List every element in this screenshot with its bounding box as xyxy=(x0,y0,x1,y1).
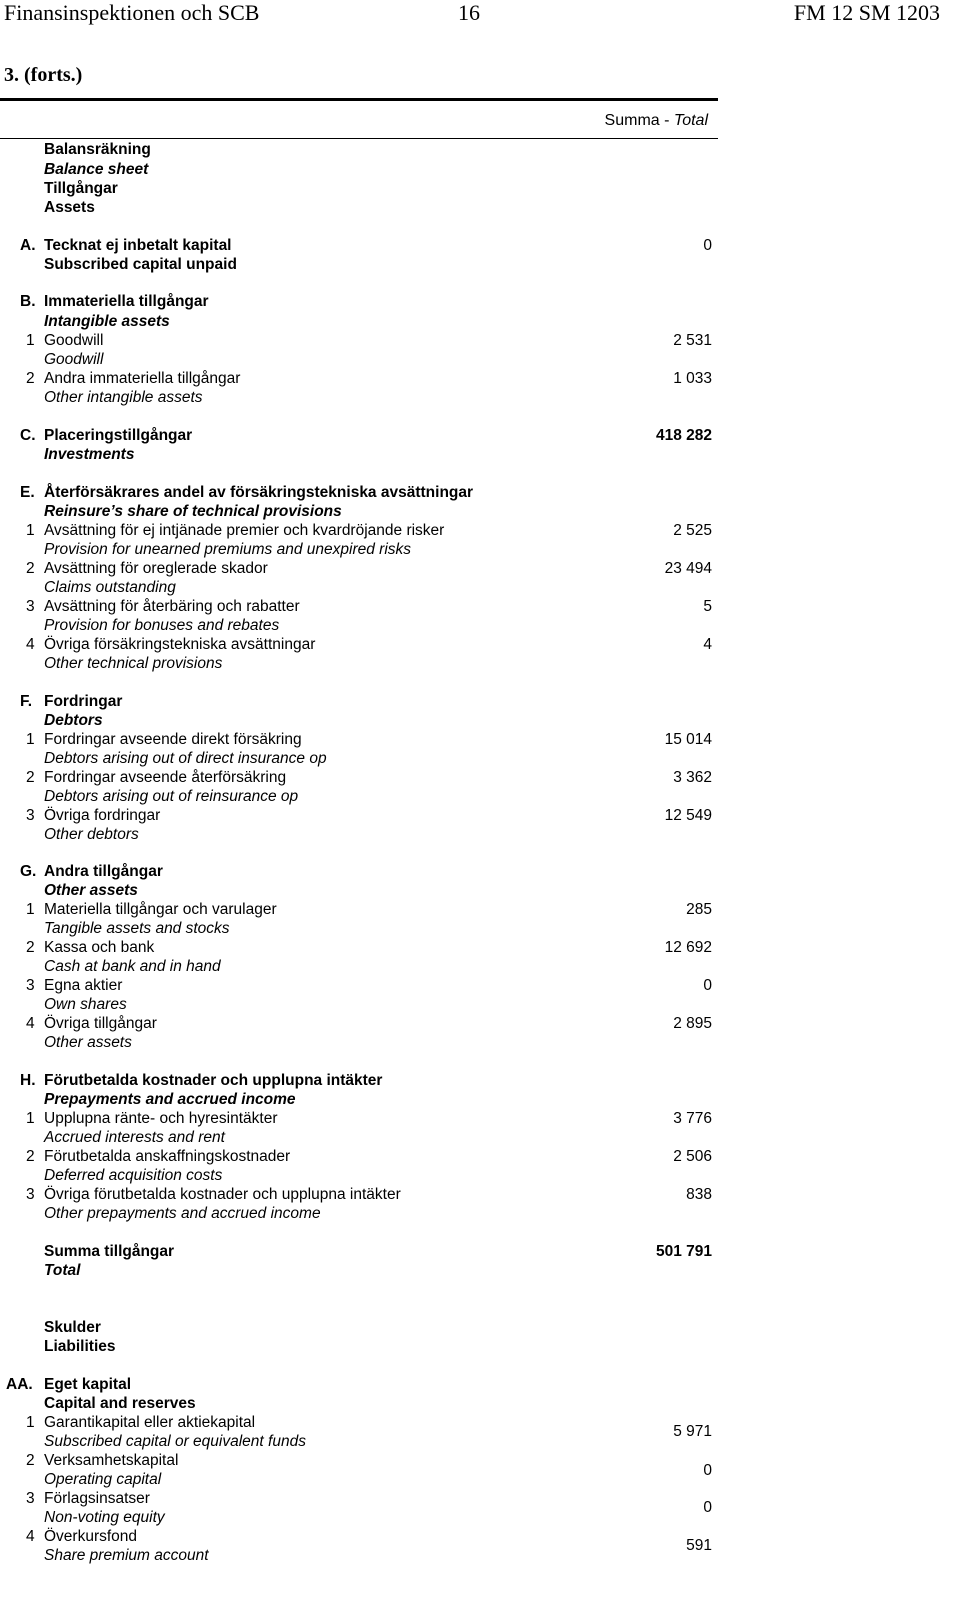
row-value: 418 282 xyxy=(655,427,712,444)
row-label: Tillgångar xyxy=(44,180,118,197)
section-subtitle: 3. (forts.) xyxy=(4,64,83,86)
row-value: 0 xyxy=(703,977,712,994)
row-value: 3 776 xyxy=(673,1110,712,1127)
row-label: Övriga tillgångar xyxy=(44,1015,157,1032)
row-label: Avsättning för ej intjänade premier och kvardröjande risker xyxy=(44,522,445,539)
row-label: Operating capital xyxy=(44,1471,162,1488)
row-value: 1 033 xyxy=(673,370,712,387)
row-marker: 2 xyxy=(26,769,35,786)
row-label: Immateriella tillgångar xyxy=(44,293,209,310)
row-marker: 4 xyxy=(26,636,35,653)
row-label: Other intangible assets xyxy=(44,389,203,406)
row-value: 0 xyxy=(703,237,712,254)
row-label: Provision for bonuses and rebates xyxy=(44,617,280,634)
row-label: Övriga fordringar xyxy=(44,807,161,824)
row-label: Tecknat ej inbetalt kapital xyxy=(44,237,232,254)
row-label: Other assets xyxy=(44,1034,132,1051)
row-label: Förutbetalda anskaffningskostnader xyxy=(44,1148,291,1165)
row-marker: H. xyxy=(20,1072,36,1089)
row-value: 501 791 xyxy=(655,1243,712,1260)
row-value: 4 xyxy=(703,636,712,653)
column-header xyxy=(605,112,708,130)
row-marker: 3 xyxy=(26,1186,35,1203)
row-label: Goodwill xyxy=(44,332,104,349)
row-marker: 4 xyxy=(26,1528,35,1545)
row-marker: 2 xyxy=(26,1452,35,1469)
row-label: Capital and reserves xyxy=(44,1395,196,1412)
row-label: Andra immateriella tillgångar xyxy=(44,370,241,387)
row-marker: 3 xyxy=(26,977,35,994)
row-label: Debtors arising out of direct insurance op xyxy=(44,750,327,767)
top-rule xyxy=(0,98,718,101)
row-label: Claims outstanding xyxy=(44,579,176,596)
row-label: Provision for unearned premiums and unexpired risks xyxy=(44,541,412,558)
row-value: 15 014 xyxy=(664,731,712,748)
row-value: 2 531 xyxy=(673,332,712,349)
row-label: Own shares xyxy=(44,996,127,1013)
row-label: Övriga förutbetalda kostnader och upplupna intäkter xyxy=(44,1186,401,1203)
row-label: Other assets xyxy=(44,882,138,899)
row-value: 2 506 xyxy=(673,1148,712,1165)
row-label: Återförsäkrares andel av försäkringstekniska avsättningar xyxy=(44,484,474,501)
row-label: Reinsure’s share of technical provisions xyxy=(44,503,342,520)
row-label: Andra tillgångar xyxy=(44,863,163,880)
row-value: 5 xyxy=(703,598,712,615)
row-marker: B. xyxy=(20,293,36,310)
row-marker: 1 xyxy=(26,1110,35,1127)
row-label: Other prepayments and accrued income xyxy=(44,1205,321,1222)
row-label: Avsättning för återbäring och rabatter xyxy=(44,598,300,615)
row-label: Prepayments and accrued income xyxy=(44,1091,296,1108)
row-marker: F. xyxy=(20,693,33,710)
row-marker: 1 xyxy=(26,901,35,918)
column-header-en: Total xyxy=(673,112,708,129)
row-label: Tangible assets and stocks xyxy=(44,920,230,937)
row-label: Förlagsinsatser xyxy=(44,1490,150,1507)
row-value: 12 692 xyxy=(664,939,712,956)
row-label: Fordringar xyxy=(44,693,123,710)
row-marker: 1 xyxy=(26,522,35,539)
row-marker: 2 xyxy=(26,1148,35,1165)
row-marker: 2 xyxy=(26,370,35,387)
row-value: 285 xyxy=(686,901,712,918)
row-label: Assets xyxy=(44,199,95,216)
row-label: Deferred acquisition costs xyxy=(44,1167,223,1184)
row-label: Balance sheet xyxy=(44,161,149,178)
row-label: Non-voting equity xyxy=(44,1509,165,1526)
row-label: Övriga försäkringstekniska avsättningar xyxy=(44,636,316,653)
row-marker: 4 xyxy=(26,1015,35,1032)
row-marker: 1 xyxy=(26,731,35,748)
row-label: Balansräkning xyxy=(44,141,151,158)
row-value: 2 895 xyxy=(673,1015,712,1032)
row-label: Verksamhetskapital xyxy=(44,1452,179,1469)
row-marker: 3 xyxy=(26,807,35,824)
row-marker: 2 xyxy=(26,939,35,956)
row-label: Other technical provisions xyxy=(44,655,223,672)
row-label: Total xyxy=(44,1262,81,1279)
row-label: Subscribed capital unpaid xyxy=(44,256,237,273)
row-label: Liabilities xyxy=(44,1338,116,1355)
row-marker: AA. xyxy=(6,1376,33,1393)
row-label: Placeringstillgångar xyxy=(44,427,193,444)
row-value: 3 362 xyxy=(673,769,712,786)
row-label: Kassa och bank xyxy=(44,939,155,956)
row-marker: 2 xyxy=(26,560,35,577)
row-value: 23 494 xyxy=(664,560,712,577)
row-label: Share premium account xyxy=(44,1547,209,1564)
row-value: 0 xyxy=(703,1499,712,1516)
row-label: Subscribed capital or equivalent funds xyxy=(44,1433,306,1450)
row-label: Debtors xyxy=(44,712,103,729)
row-label: Debtors arising out of reinsurance op xyxy=(44,788,299,805)
row-label: Överkursfond xyxy=(44,1528,138,1545)
row-label: Accrued interests and rent xyxy=(44,1129,225,1146)
row-label: Eget kapital xyxy=(44,1376,131,1393)
header-left: Finansinspektionen och SCB xyxy=(4,0,260,25)
row-marker: E. xyxy=(20,484,35,501)
row-label: Cash at bank and in hand xyxy=(44,958,221,975)
row-label: Summa tillgångar xyxy=(44,1243,175,1260)
row-marker: 3 xyxy=(26,598,35,615)
row-label: Förutbetalda kostnader och upplupna intäkter xyxy=(44,1072,383,1089)
row-label: Upplupna ränte- och hyresintäkter xyxy=(44,1110,278,1127)
row-value: 12 549 xyxy=(664,807,712,824)
page-number: 16 xyxy=(458,0,480,25)
header-rule xyxy=(0,138,718,139)
row-value: 838 xyxy=(686,1186,712,1203)
row-marker: A. xyxy=(20,237,36,254)
row-value: 0 xyxy=(703,1462,712,1479)
row-label: Egna aktier xyxy=(44,977,123,994)
row-value: 591 xyxy=(686,1537,712,1554)
row-marker: 1 xyxy=(26,332,35,349)
row-marker: C. xyxy=(20,427,36,444)
row-label: Garantikapital eller aktiekapital xyxy=(44,1414,256,1431)
column-header-sv: Summa - xyxy=(604,112,674,129)
row-marker: 3 xyxy=(26,1490,35,1507)
row-label: Skulder xyxy=(44,1319,101,1336)
row-label: Materiella tillgångar och varulager xyxy=(44,901,277,918)
row-label: Avsättning för oreglerade skador xyxy=(44,560,268,577)
row-marker: G. xyxy=(20,863,37,880)
row-label: Intangible assets xyxy=(44,313,170,330)
row-label: Goodwill xyxy=(44,351,104,368)
header-right: FM 12 SM 1203 xyxy=(793,0,940,25)
row-value: 5 971 xyxy=(673,1423,712,1440)
row-label: Investments xyxy=(44,446,135,463)
row-label: Fordringar avseende återförsäkring xyxy=(44,769,287,786)
row-marker: 1 xyxy=(26,1414,35,1431)
row-value: 2 525 xyxy=(673,522,712,539)
row-label: Other debtors xyxy=(44,826,139,843)
row-label: Fordringar avseende direkt försäkring xyxy=(44,731,302,748)
